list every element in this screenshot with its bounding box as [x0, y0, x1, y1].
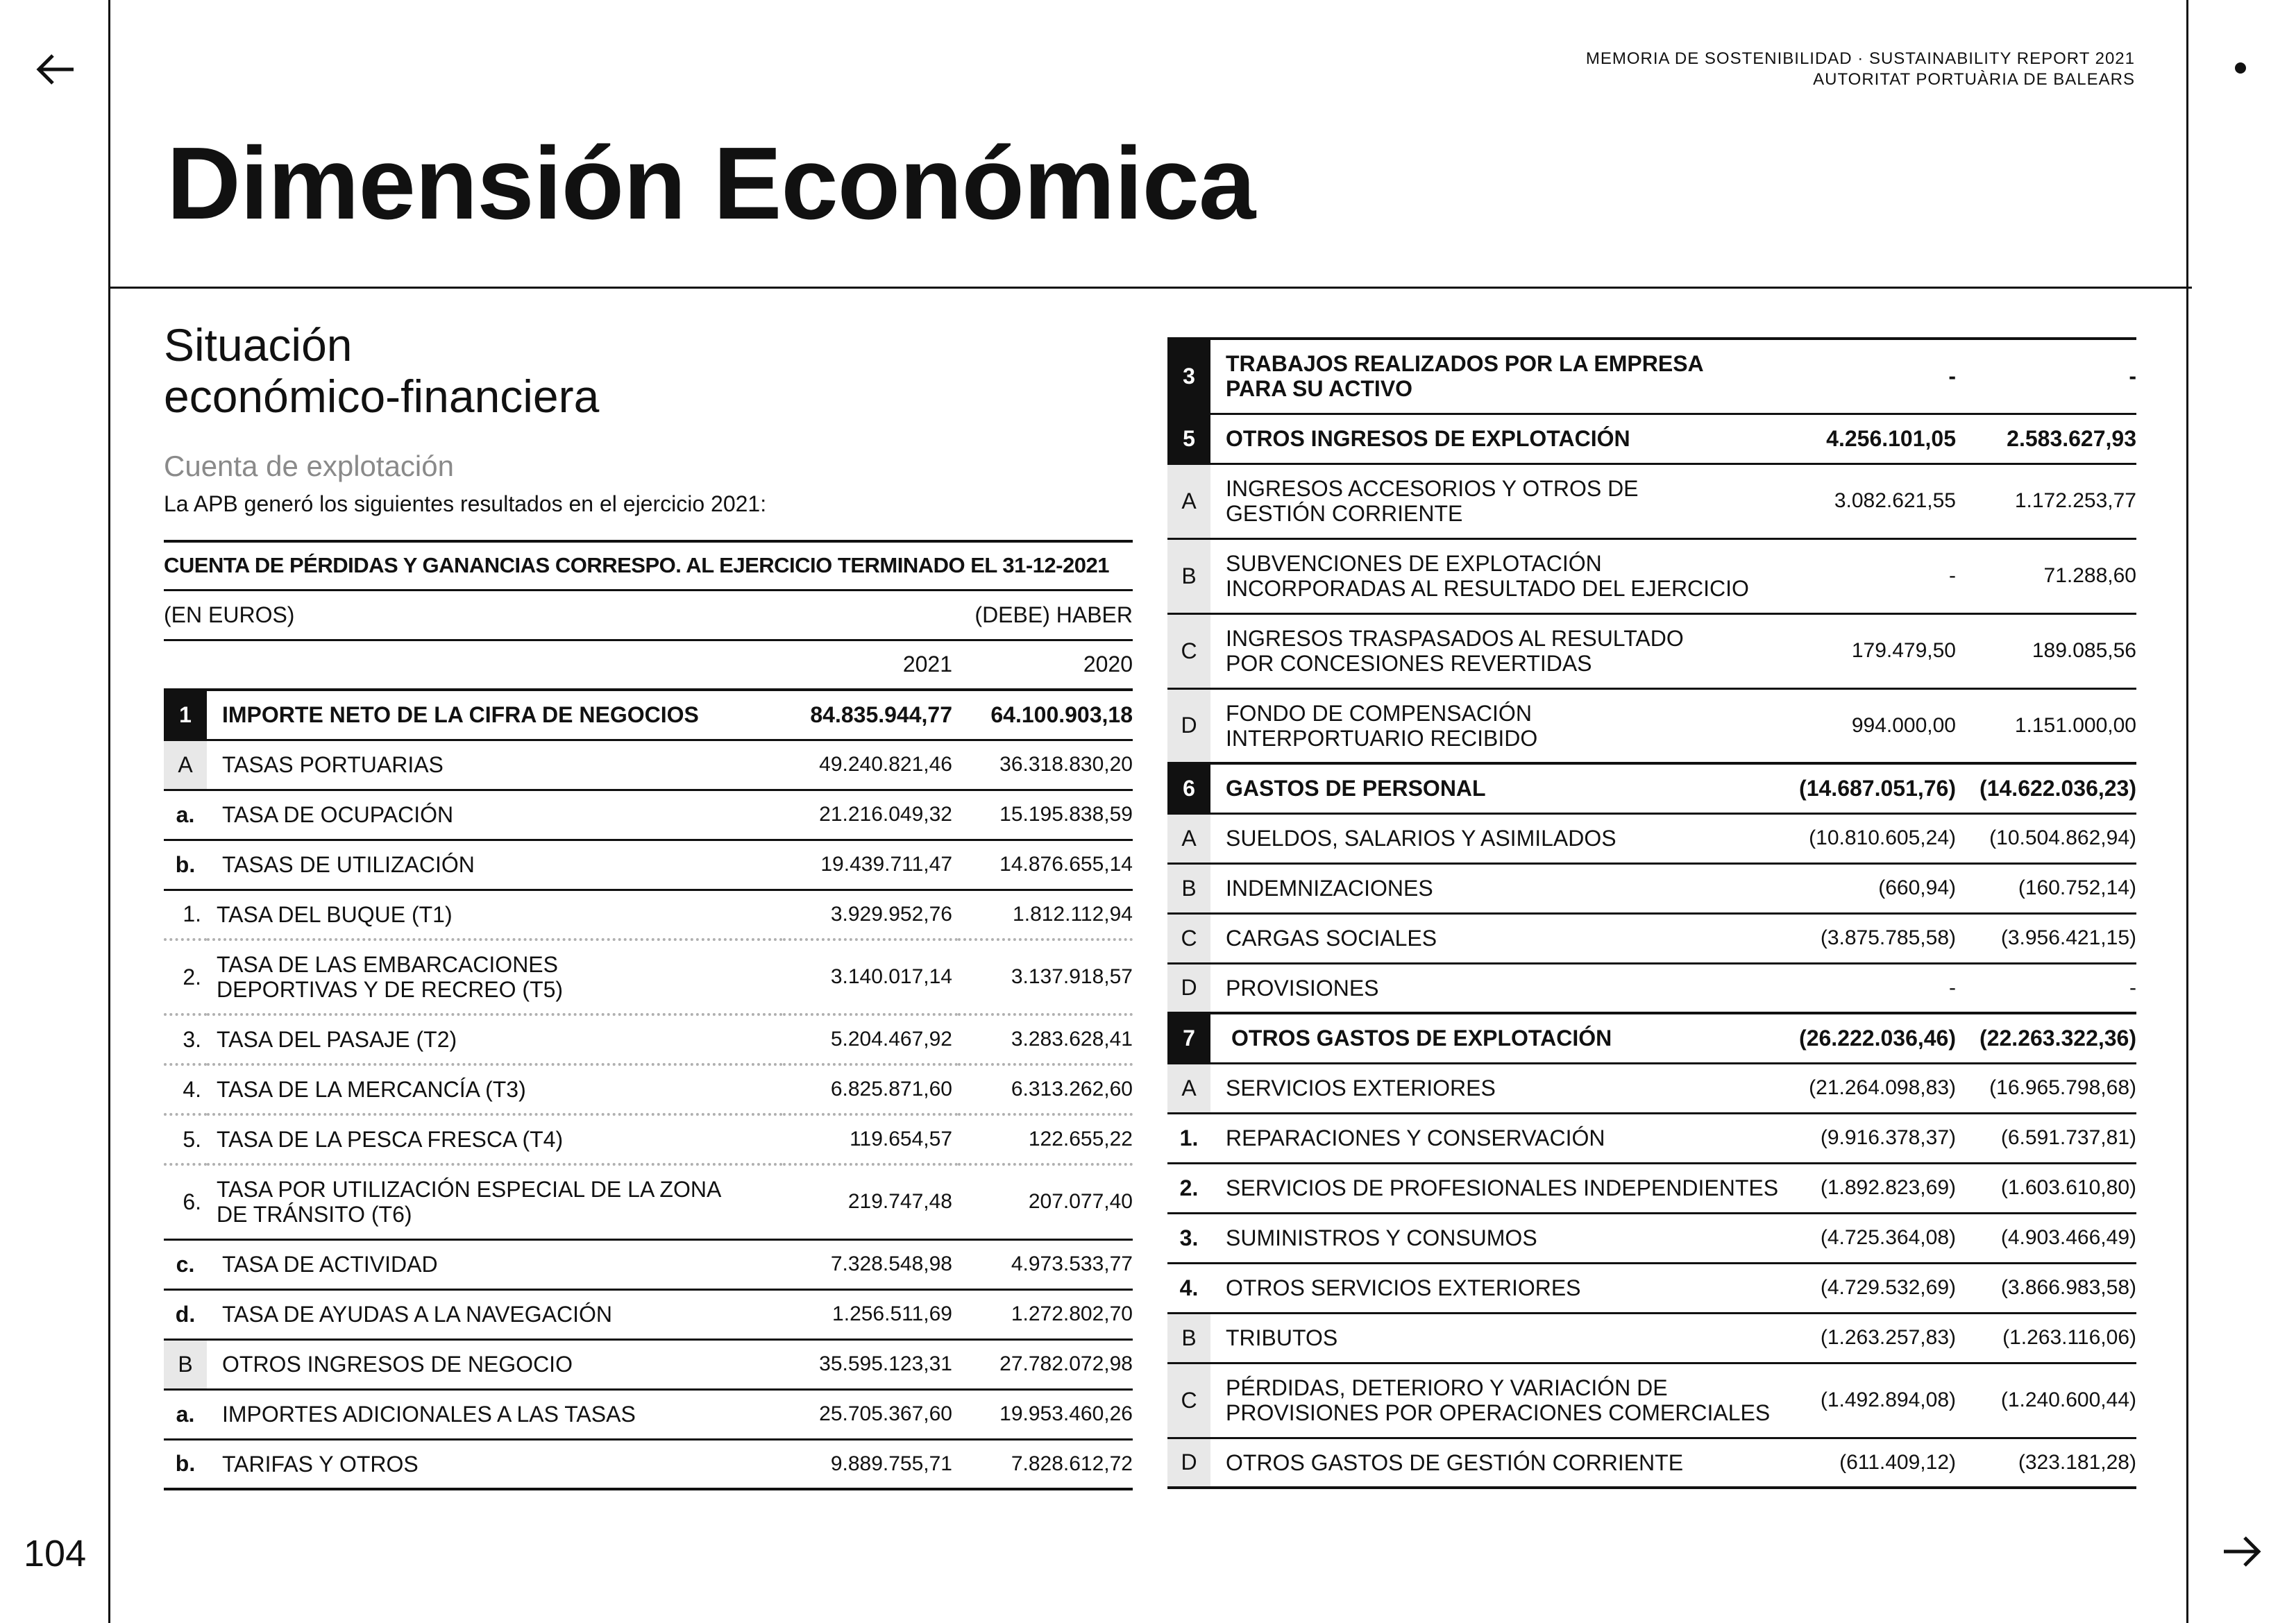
table-caption: CUENTA DE PÉRDIDAS Y GANANCIAS CORRESPO. AL EJERCICIO TERMINADO EL 31-12-2021 — [164, 553, 1109, 578]
row-label: SUMINISTROS Y CONSUMOS — [1226, 1225, 1537, 1250]
row-label: OTROS GASTOS DE GESTIÓN CORRIENTE — [1226, 1450, 1684, 1475]
row-value-2021: 994.000,00 — [1851, 713, 1956, 737]
units-row — [164, 590, 1133, 640]
row-label: SUBVENCIONES DE EXPLOTACIÓN INCORPORADAS AL RESULTADO DEL EJERCICIO — [1226, 551, 1749, 601]
table-row — [164, 1239, 1133, 1289]
row-label: CARGAS SOCIALES — [1226, 926, 1437, 951]
row-key: 5. — [183, 1126, 201, 1152]
row-value-2021: 49.240.821,46 — [819, 753, 952, 776]
row-label: OTROS GASTOS DE EXPLOTACIÓN — [1231, 1026, 1612, 1051]
row-label: PÉRDIDAS, DETERIORO Y VARIACIÓN DE PROVISIONES POR OPERACIONES COMERCIALES — [1226, 1375, 1771, 1425]
table-row — [1167, 1438, 2136, 1488]
title-divider — [110, 287, 2192, 289]
row-value-2021: (14.687.051,76) — [1799, 775, 1956, 801]
table-row — [164, 940, 1133, 1014]
table-row — [1167, 1013, 2136, 1063]
row-key: C — [1167, 1363, 1210, 1438]
row-label: TASA DE LA PESCA FRESCA (T4) — [217, 1127, 564, 1152]
row-label: PROVISIONES — [1226, 975, 1379, 1001]
row-label: SERVICIOS EXTERIORES — [1226, 1076, 1496, 1101]
row-key: 5 — [1167, 414, 1210, 464]
row-value-2021: 5.204.467,92 — [830, 1028, 952, 1051]
row-label: TASA DE OCUPACIÓN — [222, 802, 454, 827]
row-key: 1 — [164, 690, 207, 740]
row-value-2021: (611.409,12) — [1839, 1450, 1956, 1474]
row-value-2020: (4.903.466,49) — [2000, 1226, 2136, 1249]
row-key: 4. — [183, 1076, 201, 1102]
report-header — [1586, 49, 2135, 90]
row-key: A — [164, 740, 207, 790]
row-value-2021: (3.875.785,58) — [1820, 926, 1956, 949]
page-title: Dimensión Económica — [167, 126, 1256, 241]
row-key: D — [1167, 688, 1210, 763]
table-row — [164, 790, 1133, 840]
table-row — [1167, 1263, 2136, 1313]
row-key: b. — [175, 1451, 196, 1477]
row-label: REPARACIONES Y CONSERVACIÓN — [1226, 1125, 1605, 1150]
row-value-2020: 4.973.533,77 — [1011, 1252, 1133, 1275]
row-key: D — [1167, 963, 1210, 1013]
table-row — [1167, 414, 2136, 464]
section-title-line-1: Situación — [164, 319, 353, 371]
row-key: 6. — [183, 1189, 201, 1214]
row-value-2021: (21.264.098,83) — [1809, 1076, 1956, 1099]
year-2020-header: 2020 — [1083, 652, 1133, 677]
row-key: 7 — [1167, 1013, 1210, 1063]
table-row — [1167, 913, 2136, 963]
row-value-2020: 15.195.838,59 — [999, 803, 1133, 826]
right-frame-line — [2186, 0, 2188, 1623]
row-label: INGRESOS ACCESORIOS Y OTROS DE GESTIÓN CORRIENTE — [1226, 476, 1639, 526]
row-key: B — [1167, 863, 1210, 913]
left-income-table — [164, 540, 1133, 1490]
table-row — [164, 890, 1133, 940]
table-row — [164, 1289, 1133, 1339]
table-caption-row — [164, 541, 1133, 590]
row-label: TASA POR UTILIZACIÓN ESPECIAL DE LA ZONA DE TRÁNSITO (T6) — [217, 1177, 720, 1227]
row-label: OTROS INGRESOS DE NEGOCIO — [222, 1352, 573, 1377]
row-value-2020: (22.263.322,36) — [1980, 1025, 2136, 1051]
units-label: (EN EUROS) — [164, 602, 295, 627]
row-value-2020: 3.137.918,57 — [1011, 965, 1133, 988]
row-value-2021: 119.654,57 — [850, 1128, 952, 1150]
next-button[interactable] — [2220, 1529, 2264, 1581]
row-label: TASA DE AYUDAS A LA NAVEGACIÓN — [222, 1302, 612, 1327]
row-key: c. — [176, 1251, 195, 1277]
row-value-2020: 64.100.903,18 — [990, 702, 1133, 727]
table-row — [1167, 1313, 2136, 1363]
row-key: A — [1167, 464, 1210, 538]
year-2021-header: 2021 — [902, 652, 952, 677]
row-value-2020: (14.622.036,23) — [1980, 775, 2136, 801]
row-value-2020: (3.956.421,15) — [2000, 926, 2136, 949]
table-row — [164, 1064, 1133, 1114]
row-label: TRIBUTOS — [1226, 1325, 1338, 1350]
header-line-2: AUTORITAT PORTUÀRIA DE BALEARS — [1813, 70, 2135, 89]
row-value-2021: 9.889.755,71 — [830, 1452, 952, 1475]
row-value-2020: 3.283.628,41 — [1011, 1028, 1133, 1051]
table-row — [1167, 688, 2136, 763]
table-row — [1167, 464, 2136, 538]
left-frame-line — [108, 0, 110, 1623]
row-label: TASA DEL BUQUE (T1) — [217, 901, 453, 927]
page-number: 104 — [24, 1533, 87, 1574]
table-row — [1167, 1213, 2136, 1263]
row-value-2021: (4.729.532,69) — [1820, 1276, 1956, 1299]
row-key: 2. — [1179, 1175, 1199, 1200]
row-value-2021: 6.825.871,60 — [830, 1078, 952, 1101]
row-value-2021: 4.256.101,05 — [1826, 425, 1956, 451]
row-value-2021: (1.892.823,69) — [1820, 1176, 1956, 1199]
row-value-2020: 122.655,22 — [1028, 1128, 1133, 1150]
row-label: TARIFAS Y OTROS — [222, 1451, 419, 1477]
table-row — [1167, 863, 2136, 913]
table-row — [164, 1014, 1133, 1064]
row-value-2020: (3.866.983,58) — [2000, 1276, 2136, 1299]
table-row — [1167, 538, 2136, 613]
row-value-2021: (1.263.257,83) — [1820, 1326, 1956, 1349]
row-value-2020: (1.603.610,80) — [2000, 1176, 2136, 1199]
row-value-2021: - — [1949, 564, 1956, 587]
row-key: A — [1167, 1063, 1210, 1113]
row-value-2021: 3.929.952,76 — [830, 902, 952, 926]
row-key: 1. — [183, 901, 201, 927]
row-value-2020: 7.828.612,72 — [1011, 1452, 1133, 1475]
table-row — [164, 690, 1133, 740]
row-label: TASAS DE UTILIZACIÓN — [222, 852, 475, 877]
row-key: 3 — [1167, 339, 1210, 414]
row-value-2021: 219.747,48 — [847, 1190, 952, 1214]
row-value-2020: 6.313.262,60 — [1011, 1078, 1133, 1101]
row-value-2020: (1.240.600,44) — [2000, 1388, 2136, 1411]
intro-text: La APB generó los siguientes resultados en el ejercicio 2021: — [164, 491, 767, 516]
row-value-2021: 21.216.049,32 — [819, 803, 952, 826]
row-value-2020: 1.151.000,00 — [2014, 713, 2136, 737]
row-key: b. — [175, 851, 196, 877]
row-label: IMPORTES ADICIONALES A LAS TASAS — [222, 1402, 636, 1427]
row-key: 3. — [183, 1026, 201, 1052]
arrow-left-icon — [33, 47, 78, 92]
row-key: D — [1167, 1438, 1210, 1488]
table-row — [164, 1439, 1133, 1489]
row-label: TASA DE ACTIVIDAD — [222, 1252, 438, 1277]
row-value-2020: (323.181,28) — [2018, 1450, 2136, 1474]
row-key: B — [1167, 1313, 1210, 1363]
row-value-2020: (160.752,14) — [2018, 876, 2136, 899]
row-key: B — [1167, 538, 1210, 613]
row-key: A — [1167, 813, 1210, 863]
row-value-2020: 36.318.830,20 — [999, 753, 1133, 776]
row-value-2020: 189.085,56 — [2032, 639, 2136, 662]
subsection-title: Cuenta de explotación — [164, 450, 454, 482]
row-label: OTROS INGRESOS DE EXPLOTACIÓN — [1226, 426, 1630, 451]
row-value-2021: 25.705.367,60 — [819, 1402, 952, 1425]
row-key: d. — [175, 1301, 196, 1327]
row-label: IMPORTE NETO DE LA CIFRA DE NEGOCIOS — [222, 702, 699, 728]
dot-icon[interactable] — [2235, 62, 2246, 74]
row-key: C — [1167, 913, 1210, 963]
row-value-2020: (16.965.798,68) — [1989, 1076, 2136, 1099]
back-button[interactable] — [33, 47, 78, 99]
table-row — [164, 1164, 1133, 1239]
row-value-2021: (26.222.036,46) — [1799, 1025, 1956, 1051]
row-label: OTROS SERVICIOS EXTERIORES — [1226, 1275, 1581, 1300]
debe-haber-label: (DEBE) HABER — [974, 602, 1133, 627]
row-value-2020: 1.272.802,70 — [1011, 1302, 1133, 1325]
row-value-2020: 1.812.112,94 — [1013, 902, 1133, 926]
row-label: INDEMNIZACIONES — [1226, 876, 1433, 901]
row-key: 2. — [183, 964, 201, 989]
table-row — [1167, 1113, 2136, 1163]
row-value-2021: 19.439.711,47 — [820, 853, 952, 876]
row-value-2020: 27.782.072,98 — [999, 1352, 1133, 1375]
row-key: a. — [176, 801, 195, 827]
years-row — [164, 640, 1133, 690]
table-row — [164, 740, 1133, 790]
row-label: TASAS PORTUARIAS — [222, 752, 444, 777]
row-value-2021: 1.256.511,69 — [832, 1302, 952, 1325]
row-label: INGRESOS TRASPASADOS AL RESULTADO POR CONCESIONES REVERTIDAS — [1226, 626, 1684, 676]
table-row — [1167, 763, 2136, 813]
row-value-2020: 14.876.655,14 — [999, 853, 1133, 876]
row-value-2021: (660,94) — [1878, 876, 1956, 899]
header-line-1: MEMORIA DE SOSTENIBILIDAD · SUSTAINABILITY REPORT 2021 — [1585, 49, 2135, 68]
row-label: TRABAJOS REALIZADOS POR LA EMPRESA PARA SU ACTIVO — [1226, 351, 1703, 402]
row-value-2020: - — [2129, 363, 2136, 389]
row-value-2020: (6.591.737,81) — [2000, 1126, 2136, 1149]
table-row — [1167, 339, 2136, 414]
row-label: TASA DEL PASAJE (T2) — [217, 1027, 457, 1052]
right-income-table — [1167, 337, 2136, 1489]
row-key: C — [1167, 613, 1210, 688]
table-row — [1167, 613, 2136, 688]
row-value-2020: (1.263.116,06) — [2002, 1326, 2136, 1349]
row-value-2021: (4.725.364,08) — [1820, 1226, 1956, 1249]
table-row — [164, 1114, 1133, 1164]
row-value-2021: 179.479,50 — [1851, 639, 1956, 662]
table-row — [1167, 813, 2136, 863]
arrow-right-icon — [2220, 1529, 2264, 1574]
row-label: TASA DE LAS EMBARCACIONES DEPORTIVAS Y DE RECREO (T5) — [217, 952, 564, 1002]
row-value-2021: 84.835.944,77 — [810, 702, 952, 727]
section-title-line-2: económico-financiera — [164, 371, 600, 422]
table-row — [1167, 963, 2136, 1013]
row-value-2021: (1.492.894,08) — [1820, 1388, 1956, 1411]
row-value-2020: (10.504.862,94) — [1989, 826, 2136, 849]
row-key: 4. — [1179, 1275, 1199, 1300]
row-value-2021: (9.916.378,37) — [1820, 1126, 1956, 1149]
row-label: TASA DE LA MERCANCÍA (T3) — [217, 1077, 526, 1102]
row-value-2020: 19.953.460,26 — [999, 1402, 1133, 1425]
row-key: 6 — [1167, 763, 1210, 813]
table-row — [1167, 1363, 2136, 1438]
table-row — [1167, 1063, 2136, 1113]
table-row — [1167, 1163, 2136, 1213]
row-value-2020: 1.172.253,77 — [2014, 489, 2136, 512]
row-value-2021: - — [1949, 976, 1956, 999]
row-label: GASTOS DE PERSONAL — [1226, 776, 1486, 801]
row-value-2021: 35.595.123,31 — [819, 1352, 952, 1375]
row-value-2021: 3.140.017,14 — [830, 965, 952, 988]
section-title — [164, 319, 599, 422]
row-value-2020: 71.288,60 — [2043, 564, 2136, 587]
row-key: a. — [176, 1401, 195, 1427]
row-label: SERVICIOS DE PROFESIONALES INDEPENDIENTES — [1226, 1175, 1779, 1200]
row-value-2021: - — [1948, 363, 1956, 389]
row-value-2020: - — [2129, 976, 2136, 999]
row-key: 3. — [1179, 1225, 1199, 1250]
row-value-2021: (10.810.605,24) — [1809, 826, 1956, 849]
table-row — [164, 1389, 1133, 1439]
row-value-2021: 3.082.621,55 — [1834, 489, 1956, 512]
table-row — [164, 1339, 1133, 1389]
row-key: 1. — [1179, 1125, 1199, 1150]
row-label: SUELDOS, SALARIOS Y ASIMILADOS — [1226, 826, 1617, 851]
row-label: FONDO DE COMPENSACIÓN INTERPORTUARIO RECIBIDO — [1226, 700, 1538, 751]
row-key: B — [164, 1339, 207, 1389]
row-value-2020: 207.077,40 — [1028, 1190, 1133, 1214]
row-value-2020: 2.583.627,93 — [2007, 425, 2136, 451]
row-value-2021: 7.328.548,98 — [830, 1252, 952, 1275]
table-row — [164, 840, 1133, 890]
